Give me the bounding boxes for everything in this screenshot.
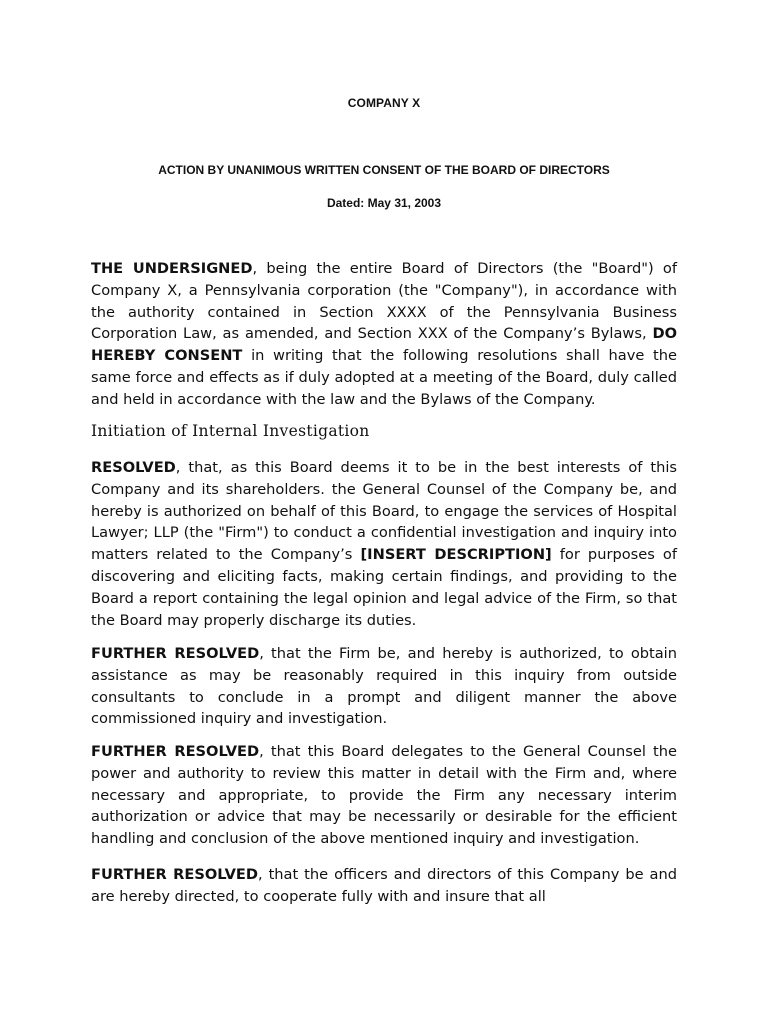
- action-title: ACTION BY UNANIMOUS WRITTEN CONSENT OF THE BOARD OF DIRECTORS: [158, 163, 610, 177]
- further-resolution-text-3: , that the officers and directors of this Company be and are hereby directed, to cooperate fully with and insure that all: [91, 866, 677, 905]
- resolution-text-a: , that, as this Board deems it to be in the best interests of this Company and its shareholders. the General Counsel of the Company be, and hereby is authorized on behalf of this Board, to engage the services of Hospital Lawyer; LLP (the "Firm") to conduct a confidential investigation and inquiry into matters related to the Company’s: [91, 459, 677, 564]
- resolution-lead: RESOLVED: [91, 459, 176, 476]
- further-resolution-paragraph-2: [91, 741, 677, 850]
- insert-description-placeholder: [INSERT DESCRIPTION]: [360, 546, 552, 564]
- company-title: COMPANY X: [347, 96, 421, 110]
- further-resolution-text-1: , that the Firm be, and hereby is authorized, to obtain assistance as may be reasonably required in this inquiry from outside consultants to conclude in a prompt and diligent manner the above commissioned inquiry and investigation.: [91, 645, 677, 728]
- section-heading: Initiation of Internal Investigation: [91, 422, 370, 440]
- dated-line: Dated: May 31, 2003: [326, 196, 442, 210]
- consent-phrase: DO HEREBY CONSENT: [91, 325, 677, 365]
- preamble-text-b: in writing that the following resolutions shall have the same force and effects as if duly adopted at a meeting of the Board, duly called and held in accordance with the law and the Bylaws of the Company.: [91, 347, 677, 408]
- resolution-text-b: for purposes of discovering and eliciting facts, making certain findings, and providing to the Board a report containing the legal opinion and legal advice of the Firm, so that the Board may properly discharge its duties.: [91, 546, 677, 629]
- further-resolved-lead-2: FURTHER RESOLVED: [91, 743, 260, 760]
- further-resolution-text-2: , that this Board delegates to the General Counsel the power and authority to review this matter in detail with the Firm and, where necessary and appropriate, to provide the Firm any necessary interim authorization or advice that may be necessarily or desirable for the efficient handling and conclusion of the above mentioned inquiry and investigation.: [91, 743, 677, 848]
- further-resolution-paragraph-3: [91, 864, 677, 908]
- preamble-text-a: , being the entire Board of Directors (the "Board") of Company X, a Pennsylvania corporation (the "Company"), in accordance with the authority contained in Section XXXX of the Pennsylvania Business Corporation Law, as amended, and Section XXX of the Company’s Bylaws,: [91, 260, 677, 343]
- further-resolved-lead-1: FURTHER RESOLVED: [91, 645, 260, 662]
- preamble-paragraph: [91, 258, 677, 411]
- preamble-lead: THE UNDERSIGNED: [91, 260, 253, 277]
- further-resolution-paragraph-1: [91, 643, 677, 730]
- further-resolved-lead-3: FURTHER RESOLVED: [91, 866, 258, 883]
- resolution-paragraph: [91, 457, 677, 631]
